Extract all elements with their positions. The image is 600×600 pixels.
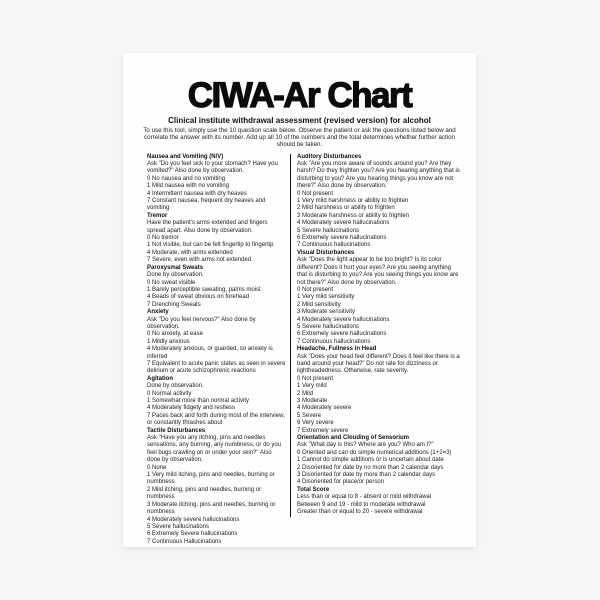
poster-instructions: To use this tool, simply use the 10 question scale below. Observe the patient or ask the questions listed below and correlate the answer with its number. Add up all 10 of the numbers and the total determines whether further action should be taken.: [143, 127, 456, 149]
scale-item: 0 Oriented and can do simple numerical additions (1+2=3): [297, 449, 452, 456]
scale-item: 0 No tremor: [147, 235, 179, 242]
scale-item: 1 Very mild itching, pins and needles, burning or numbness: [147, 472, 275, 486]
section-description: Ask "Does your head feel different? Does it feel like there is a band around your head?" Do not rate for dizziness or lightheadedness. Otherwise, rate severity.: [297, 353, 460, 375]
scale-item: 4 Disoriented for place/or person: [297, 479, 385, 486]
section-total-score: [297, 487, 462, 517]
section-headache-fullness-in-head: [297, 346, 462, 435]
scale-item: 7 Extremely severe: [297, 427, 349, 434]
section-title: Agitation: [147, 375, 173, 382]
section-description: Done by observation.: [147, 383, 204, 390]
section-auditory-disturbances: [297, 154, 462, 250]
scale-item: 1 Very mild sensitivity: [297, 294, 355, 301]
scale-item: 4 Moderately fidgety and restless: [147, 405, 236, 412]
section-description: Ask "What day is this? Where are you? Who am I?": [297, 442, 434, 449]
section-description: Ask "Have you any itching, pins and needles sensations, any burning, any numbness, or do you feel bugs crawling on or under your skin?" Also done by observation.: [147, 435, 282, 464]
scale-item: 0 No sweat visible: [147, 279, 196, 286]
scale-item: 3 Disoriented for date by more than 2 calendar days: [297, 472, 436, 479]
scale-item: 2 Mild sensitivity: [297, 301, 341, 308]
section-description: Done by observation.: [147, 272, 204, 279]
scale-item: 0 Not present: [297, 190, 334, 197]
scale-item: 0 No anxiety, at ease: [147, 331, 203, 338]
scale-item: 7 Drenching Sweats: [147, 301, 201, 308]
scale-item: 7 Paces back and forth during most of the interview, or constantly thrashes about: [147, 412, 285, 427]
ciwa-ar-poster: [123, 53, 476, 547]
scale-item: 4 Moderately severe: [297, 405, 352, 412]
scale-item: 4 Beads of sweat obvious on forehead: [147, 294, 250, 301]
scale-item: 6 Extremely Severe hallucinations: [147, 531, 238, 538]
scale-item: Less than or equal to 8 - absent or mild withdrawal: [297, 494, 432, 501]
section-title: Tremor: [147, 212, 168, 219]
scale-item: 7 Continuous Hallucinations: [147, 538, 222, 545]
scale-item: 2 Mild itching, pins and needles, burning or numbness: [147, 486, 262, 501]
section-visual-disturbances: [297, 250, 462, 346]
section-description: Ask "Do you feel sick to your stomach? Have you vomited?" Also done by observation.: [147, 161, 278, 175]
scale-item: 4 Moderately severe hallucinations: [147, 516, 240, 523]
scale-item: Between 9 and 19 - mild to moderate withdrawal: [297, 501, 426, 508]
scale-item: 0 None: [147, 464, 167, 471]
section-tactile-disturbances: [147, 428, 286, 547]
scale-item: 3 Moderate itching, pins and needles, burning or numbness: [147, 501, 276, 516]
section-title: Tactile Disturbances: [147, 427, 206, 434]
assessment-columns: [123, 154, 476, 547]
scale-item: 1 Mildly anxious: [147, 338, 190, 345]
scale-item: 4 Moderately severe hallucinations: [297, 220, 390, 227]
scale-item: 7 Severe, even with arms not extended: [147, 257, 252, 264]
scale-item: 6 Very severe: [297, 420, 334, 427]
scale-item: Greater than or equal to 20 - severe withdrawal: [297, 509, 423, 516]
section-title: Total Score: [297, 486, 330, 493]
scale-item: 1 Not visible, but can be felt fingertip to fingertip: [147, 242, 274, 249]
section-tremor: [147, 213, 286, 265]
scale-item: 5 Severe hallucinations: [147, 523, 210, 530]
scale-item: 7 Constant nausea, frequent dry heaves and vomiting: [147, 198, 266, 212]
section-title: Headache, Fullness in Head: [297, 346, 377, 353]
scale-item: 2 Mild: [297, 390, 314, 397]
scale-item: 4 Moderately severe hallucinations: [297, 316, 390, 323]
section-description: Have the patient's arms extended and fingers spread apart. Also done by observation.: [147, 220, 268, 234]
section-title: Anxiety: [147, 309, 169, 316]
scale-item: 7 Continuous hallucinations: [297, 242, 371, 249]
poster-title: CIWA-Ar Chart: [187, 76, 412, 115]
scale-item: 0 Normal activity: [147, 390, 192, 397]
scale-item: 1 Very mild harshness or ability to frighten: [297, 198, 409, 205]
scale-item: 1 Mild nausea with no vomiting: [147, 183, 230, 190]
scale-item: 5 Severe hallucinations: [297, 323, 360, 330]
section-description: Ask "Does the light appear to be too bright? Is its color different? Does it hurt your eyes? Are you seeing anything that is disturbing to you? Are you seeing things you know are not there?" Also done by observation.: [297, 257, 459, 286]
scale-item: 1 Very mild: [297, 383, 327, 390]
scale-item: 5 Severe hallucinations: [297, 227, 360, 234]
section-anxiety: [147, 309, 286, 376]
scale-item: 1 Somewhat more than normal activity: [147, 398, 250, 405]
section-description: Ask "Are you more aware of sounds around you? Are they harsh? Do they frighten you? Are you hearing anything that is disturbing to you? Are you hearing things you know are not there?" Also done by observation.: [297, 161, 460, 190]
scale-item: 3 Moderate harshness or ability to frighten: [297, 212, 410, 219]
scale-item: 1 Cannot do simple additions or is uncertain about date: [297, 457, 444, 464]
section-title: Visual Disturbances: [297, 249, 355, 256]
scale-item: 0 No nausea and no vomiting: [147, 175, 226, 182]
poster-subtitle: Clinical institute withdrawal assessment (revised version) for alcohol: [168, 116, 431, 125]
section-nausea-and-vomiting-n-v: [147, 154, 286, 213]
section-description: Ask "Do you feel nervous?" Also done by observation.: [147, 316, 256, 330]
scale-item: 5 Severe: [297, 412, 322, 419]
section-title: Auditory Disturbances: [297, 153, 362, 160]
scale-item: 4 Moderate, with arms extended: [147, 249, 233, 256]
scale-item: 2 Disoriented for date by no more than 2 calendar days: [297, 464, 444, 471]
scale-item: 6 Extremely severe hallucinations: [297, 235, 387, 242]
column-right: [290, 154, 462, 517]
section-paroxysmal-sweats: [147, 265, 286, 309]
section-title: Paroxysmal Sweats: [147, 264, 204, 271]
scale-item: 0 Not present: [297, 286, 334, 293]
scale-item: 6 Extremely severe hallucinations: [297, 331, 387, 338]
scale-item: 7 Equivalent to acute panic states as seen in severe delirium or acute schizophrenic reactions: [147, 360, 286, 375]
scale-item: 0 Not present: [297, 375, 334, 382]
section-title: Nausea and Vomiting (N/V): [147, 153, 224, 160]
column-left: [147, 154, 290, 547]
scale-item: 3 Moderate sensitivity: [297, 309, 356, 316]
section-title: Orientation and Clouding of Sensorium: [297, 435, 409, 442]
scale-item: 2 Mild harshness or ability to frighten: [297, 205, 395, 212]
scale-item: 1 Barely perceptible sweating, palms moist: [147, 286, 261, 293]
scale-item: 4 Intermittent nausea with dry heaves: [147, 190, 247, 197]
section-agitation: [147, 376, 286, 428]
section-orientation-and-clouding-of-sensorium: [297, 435, 462, 487]
scale-item: 4 Moderately anxious, or guarded, so anxiety is inferred: [147, 346, 273, 360]
scale-item: 3 Moderate: [297, 398, 328, 405]
scale-item: 7 Continuous hallucinations: [297, 338, 371, 345]
